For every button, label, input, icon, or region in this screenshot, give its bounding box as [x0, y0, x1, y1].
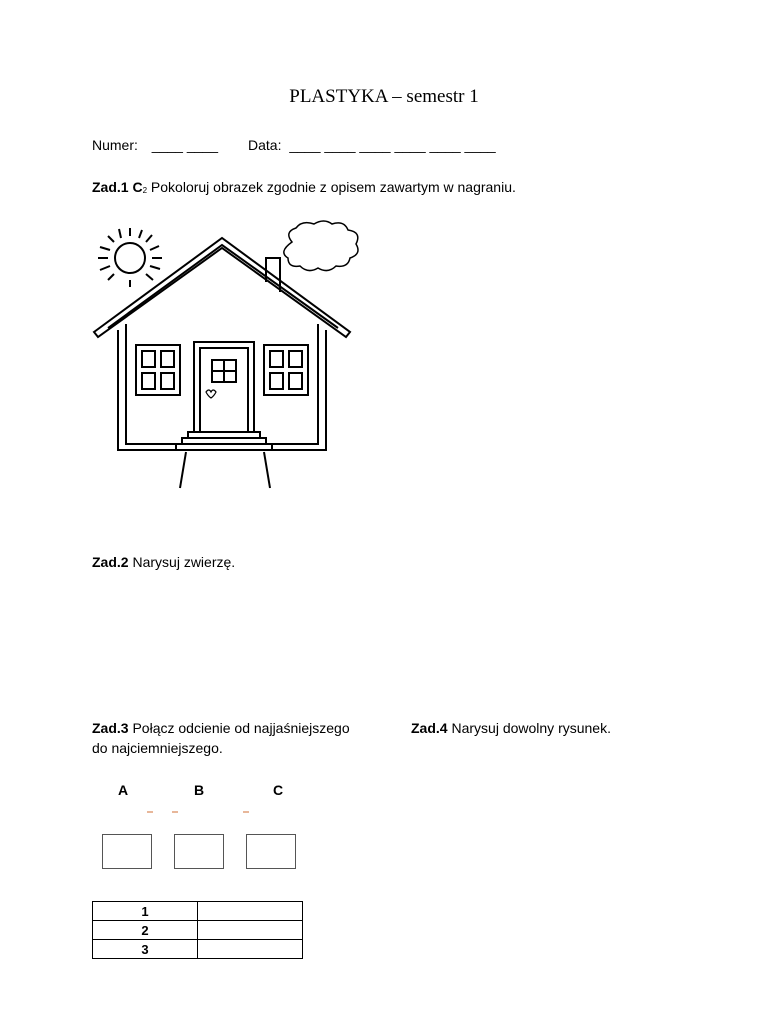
task-2-text: Narysuj zwierzę.	[128, 554, 236, 570]
table-row	[93, 940, 303, 959]
row-number: 1	[93, 902, 198, 921]
answer-table	[92, 901, 303, 959]
task-4	[411, 720, 611, 736]
task-1-label: Zad.1 C	[92, 179, 143, 195]
date-field	[248, 137, 496, 153]
number-blanks: ____ ____	[151, 137, 218, 153]
page-title: PLASTYKA – semestr 1	[289, 86, 479, 107]
task-3-line2: do najciemniejszego.	[92, 740, 223, 756]
task-2	[92, 554, 235, 570]
sun-icon	[98, 228, 162, 287]
task-4-text: Narysuj dowolny rysunek.	[447, 720, 611, 736]
shade-box-b	[174, 834, 224, 869]
table-row	[93, 921, 303, 940]
answer-cell[interactable]	[198, 940, 303, 959]
task-3-text-line1: Połącz odcienie od najjaśniejszego	[128, 720, 350, 736]
row-number: 2	[93, 921, 198, 940]
shade-mark	[147, 811, 153, 813]
date-blanks: ____ ____ ____ ____ ____ ____	[289, 137, 496, 153]
task-3	[92, 720, 350, 736]
shade-mark	[243, 811, 249, 813]
column-label-a: A	[118, 782, 129, 798]
task-4-label: Zad.4	[411, 720, 448, 736]
answer-cell[interactable]	[198, 921, 303, 940]
number-label: Numer:	[92, 137, 138, 153]
task-2-label: Zad.2	[92, 554, 129, 570]
task-1-subscript: 2	[142, 186, 148, 195]
shade-box-c	[246, 834, 296, 869]
task-1	[92, 179, 516, 195]
answer-cell[interactable]	[198, 902, 303, 921]
task-3-label: Zad.3	[92, 720, 129, 736]
table-row	[93, 902, 303, 921]
number-field	[92, 137, 218, 153]
shade-mark	[172, 811, 178, 813]
column-label-c: C	[273, 782, 284, 798]
cloud-icon	[284, 221, 358, 271]
task-1-text: Pokoloruj obrazek zgodnie z opisem zawartym w nagraniu.	[147, 179, 516, 195]
date-label: Data:	[248, 137, 282, 153]
house-drawing	[88, 220, 368, 495]
shade-box-a	[102, 834, 152, 869]
row-number: 3	[93, 940, 198, 959]
column-label-b: B	[194, 782, 205, 798]
